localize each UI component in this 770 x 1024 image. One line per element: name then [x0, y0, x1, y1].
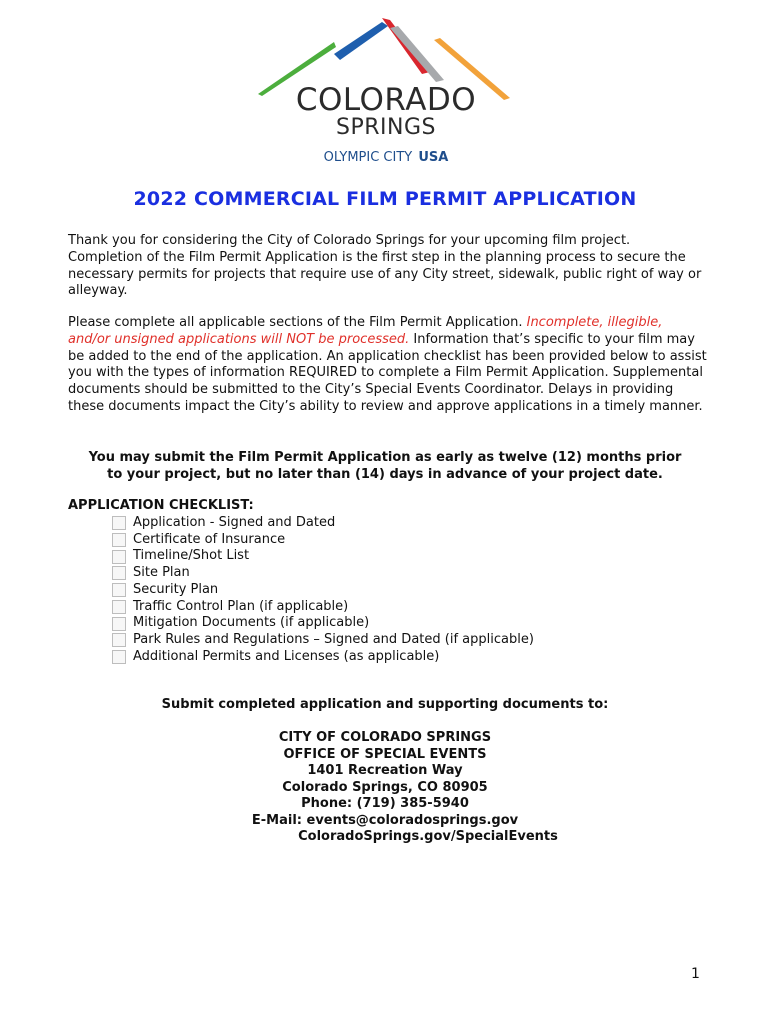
instructions-text-after: Information that’s specific to your film may be added to the end of the application. An application checklist has been provided below to assist you with the types of information REQUIRED to complete a Film Permit Application. Supplemental documents should be submitted to the City’s Special Events Coordinator. Delays in providing these documents impact the City’s ability to review and approve applications in a timely manner.	[68, 331, 707, 414]
logo-tagline-b: USA	[418, 150, 449, 165]
checkbox-timeline[interactable]	[112, 550, 126, 564]
checkbox-application[interactable]	[112, 516, 126, 530]
checklist-item-label: Security Plan	[133, 581, 219, 597]
logo-line2: SPRINGS	[336, 115, 436, 140]
colorado-springs-logo	[258, 18, 514, 168]
checklist-item-label: Additional Permits and Licenses (as applicable)	[133, 648, 440, 664]
logo-tagline-a: OLYMPIC CITY	[323, 150, 413, 165]
checkbox-insurance[interactable]	[112, 533, 126, 547]
address-org: CITY OF COLORADO SPRINGS	[278, 730, 492, 745]
checklist-item	[112, 548, 534, 565]
checkbox-park-rules[interactable]	[112, 633, 126, 647]
checklist-item	[112, 515, 534, 532]
checklist-item	[112, 599, 534, 616]
checkbox-additional-permits[interactable]	[112, 650, 126, 664]
logo-blue-stroke	[334, 22, 388, 60]
checklist-item-label: Application - Signed and Dated	[133, 515, 336, 530]
checklist-item	[112, 565, 534, 582]
checklist-item	[112, 632, 534, 649]
instructions-paragraph	[68, 315, 708, 416]
submit-heading: Submit completed application and supporting documents to:	[161, 697, 609, 712]
page-title: 2022 COMMERCIAL FILM PERMIT APPLICATION	[133, 188, 637, 210]
application-checklist	[112, 515, 534, 665]
instructions-text-before: Please complete all applicable sections of the Film Permit Application.	[68, 315, 527, 330]
logo-line1: COLORADO	[295, 82, 477, 118]
address-website: ColoradoSprings.gov/SpecialEvents	[298, 829, 558, 844]
checkbox-site-plan[interactable]	[112, 566, 126, 580]
checklist-item	[112, 615, 534, 632]
svg-text:OLYMPIC CITY USA	[324, 150, 449, 165]
address-city: Colorado Springs, CO 80905	[282, 779, 488, 795]
page-number: 1	[691, 966, 700, 982]
address-street: 1401 Recreation Way	[307, 763, 463, 778]
checklist-item-label: Park Rules and Regulations – Signed and Dated (if applicable)	[133, 631, 534, 647]
checklist-heading: APPLICATION CHECKLIST:	[68, 498, 254, 513]
checklist-item-label: Traffic Control Plan (if applicable)	[133, 598, 349, 614]
incomplete-warning: Incomplete, illegible, and/or unsigned applications will NOT be processed.	[68, 315, 663, 347]
address-phone: Phone: (719) 385-5940	[301, 796, 469, 811]
checklist-item-label: Timeline/Shot List	[133, 548, 250, 564]
address-email: E-Mail: events@coloradosprings.gov	[251, 812, 519, 828]
checklist-item	[112, 532, 534, 549]
checklist-item	[112, 582, 534, 599]
checklist-item-label: Mitigation Documents (if applicable)	[133, 615, 370, 631]
intro-paragraph: Thank you for considering the City of Colorado Springs for your upcoming film project. Completion of the Film Permit Application is the first step in the planning process to secure the necessary permits for projects that require use of any City street, sidewalk, public right of way or alleyway.	[68, 233, 702, 299]
checkbox-mitigation[interactable]	[112, 617, 126, 631]
checklist-item-label: Site Plan	[133, 565, 190, 581]
checklist-item-label: Certificate of Insurance	[133, 531, 286, 547]
notice-line-2: to your project, but no later than (14) days in advance of your project date.	[107, 467, 663, 482]
address-office: OFFICE OF SPECIAL EVENTS	[283, 746, 487, 762]
checklist-item	[112, 649, 534, 666]
notice-line-1: You may submit the Film Permit Application as early as twelve (12) months prior	[88, 450, 682, 465]
logo-gray-stroke	[390, 26, 444, 82]
mailing-address	[0, 730, 770, 846]
checkbox-traffic-plan[interactable]	[112, 600, 126, 614]
checkbox-security-plan[interactable]	[112, 583, 126, 597]
submission-deadline-notice	[0, 449, 770, 483]
